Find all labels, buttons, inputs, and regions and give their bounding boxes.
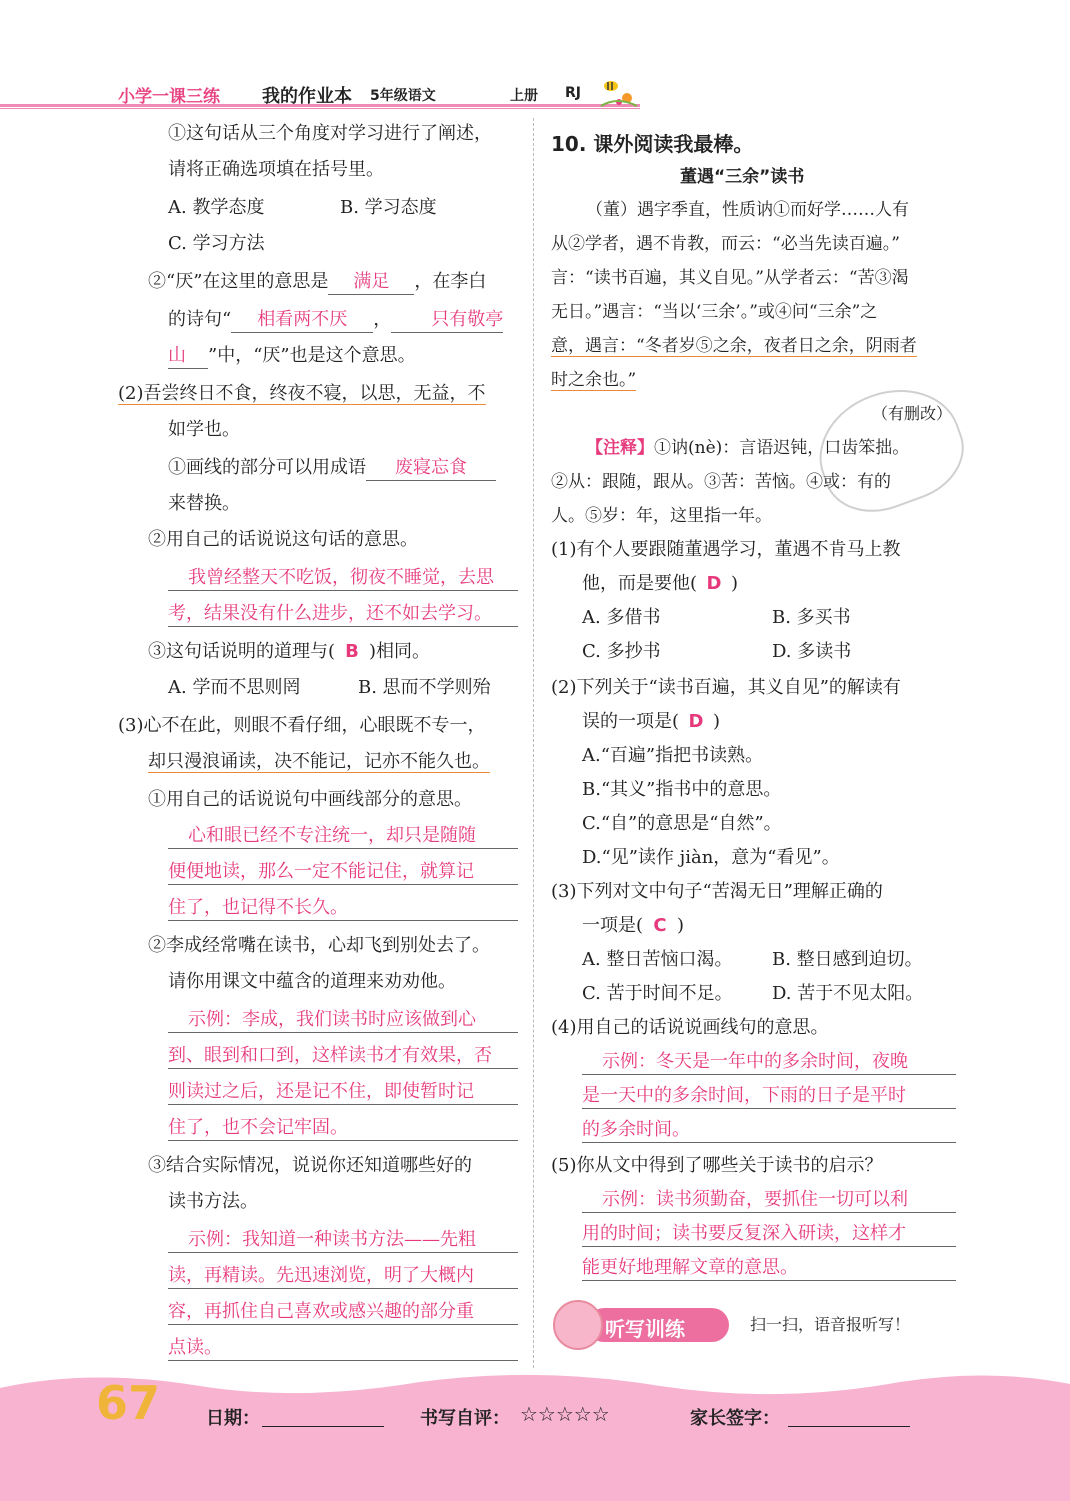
- question-line: (2)下列关于“读书百遍，其义自见”的解读有: [551, 677, 901, 698]
- answer-line: 住了，也不会记牢固。: [168, 1116, 518, 1141]
- passage-line: 无日。”遇言：“当以‘三余’。”或④问“三余”之: [551, 302, 878, 322]
- text-line: ①这句话从三个角度对学习进行了阐述，: [168, 123, 492, 144]
- self-eval-label: 书写自评：: [420, 1408, 510, 1429]
- question-line: 请你用课文中蕴含的道理来劝劝他。: [168, 971, 456, 992]
- page-header: [0, 70, 1070, 120]
- answer-line: 容，再抓住自己喜欢或感兴趣的部分重: [168, 1300, 518, 1325]
- date-label: 日期：: [206, 1408, 260, 1429]
- edition-label: RJ: [565, 85, 581, 101]
- option-a: A.“百遍”指把书读熟。: [582, 745, 764, 766]
- question-line: 山 ”中，“厌”也是这个意思。: [168, 344, 416, 369]
- pig-mascot-icon: [553, 1300, 603, 1350]
- answer-blank: 满足: [328, 270, 414, 295]
- question-line: 读书方法。: [168, 1191, 258, 1212]
- option-c: C. 苦于时间不足。: [582, 983, 733, 1004]
- answer-line: 便便地读，那么一定不能记住，就算记: [168, 860, 518, 885]
- passage-line: (2)吾尝终日不食，终夜不寝，以思，无益，不: [118, 383, 486, 404]
- answer-line: 则读过之后，还是记不住，即使暂时记: [168, 1080, 518, 1105]
- answer-line: 的多余时间。: [582, 1118, 956, 1143]
- parent-sign-label: 家长签字：: [690, 1408, 780, 1429]
- answer-line: 示例：我知道一种读书方法——先粗: [168, 1228, 518, 1253]
- rating-stars[interactable]: ☆☆☆☆☆: [520, 1402, 610, 1426]
- answer-blank: 只有敬亭: [391, 308, 503, 333]
- choice-answer: D: [706, 573, 722, 594]
- choice-answer: C: [653, 915, 667, 936]
- annotation-line: 人。⑤岁：年，这里指一年。: [551, 506, 772, 526]
- answer-line: 用的时间；读书要反复深入研读，这样才: [582, 1222, 956, 1247]
- answer-line: 能更好地理解文章的意思。: [582, 1256, 956, 1281]
- answer-line: 示例：冬天是一年中的多余时间，夜晚: [582, 1050, 956, 1075]
- option-b: B. 学习态度: [340, 197, 437, 218]
- passage-line: （董）遇字季直，性质讷①而好学……人有: [586, 200, 909, 220]
- answer-line: 我曾经整天不吃饭，彻夜不睡觉，去思: [168, 566, 518, 591]
- option-a: A. 学而不思则罔: [168, 677, 301, 698]
- question-line: ①画线的部分可以用成语 废寝忘食: [168, 456, 496, 481]
- dictation-badge[interactable]: [553, 1300, 733, 1348]
- footer-wave: [0, 1368, 1070, 1501]
- answer-line: 住了，也记得不长久。: [168, 896, 518, 921]
- answer-line: 考，结果没有什么进步，还不如去学习。: [168, 602, 518, 627]
- question-line: ②李成经常嘴在读书，心却飞到别处去了。: [148, 935, 490, 956]
- option-c: C. 多抄书: [582, 641, 661, 662]
- question-line: 误的一项是( D ): [582, 711, 721, 732]
- answer-line: 读，再精读。先迅速浏览，明了大概内: [168, 1264, 518, 1289]
- text-line: 请将正确选项填在括号里。: [168, 159, 384, 180]
- question-line: ②“厌”在这里的意思是 满足 ，在李白: [148, 270, 486, 295]
- term-label: 上册: [510, 88, 538, 104]
- answer-line: 点读。: [168, 1336, 518, 1361]
- annotation-line: 【注释】①讷(nè)：言语迟钝，口齿笨拙。: [586, 438, 910, 458]
- book-title: 我的作业本: [262, 86, 352, 107]
- question-line: 一项是( C ): [582, 915, 685, 936]
- option-c: C.“自”的意思是“自然”。: [582, 813, 782, 834]
- question-line: ①用自己的话说说句中画线部分的意思。: [148, 789, 472, 810]
- passage-line: 时之余也。”: [551, 370, 637, 390]
- question-line: 他，而是要他( D ): [582, 573, 739, 594]
- passage-line: 言：“读书百遍，其义自见。”从学者云：“苦③渴: [551, 268, 909, 288]
- question-line: ③结合实际情况，说说你还知道哪些好的: [148, 1155, 472, 1176]
- section-heading: 10. 课外阅读我最棒。: [551, 132, 754, 156]
- option-b: B. 思而不学则殆: [358, 677, 491, 698]
- option-b: B.“其义”指书中的意思。: [582, 779, 782, 800]
- answer-blank: 废寝忘食: [366, 456, 496, 481]
- date-field[interactable]: [262, 1426, 384, 1427]
- passage-line: 从②学者，遇不肯教，而云：“必当先读百遍。”: [551, 234, 900, 254]
- passage-line: 意，遇言：“冬者岁⑤之余，夜者日之余，阴雨者: [551, 336, 917, 356]
- dictation-label: 听写训练: [605, 1317, 685, 1341]
- option-d: D.“见”读作 jiàn，意为“看见”。: [582, 847, 840, 868]
- choice-answer: D: [688, 711, 704, 732]
- grade-label: 5年级语文: [370, 88, 436, 104]
- question-line: (5)你从文中得到了哪些关于读书的启示？: [551, 1155, 883, 1176]
- passage-line: 如学也。: [168, 419, 240, 440]
- passage-line: (3)心不在此，则眼不看仔细，心眼既不专一，: [118, 715, 486, 736]
- brand-name: 小学一课三练: [118, 87, 220, 107]
- answer-blank: 山: [168, 344, 208, 369]
- option-b: B. 多买书: [772, 607, 851, 628]
- answer-line: 示例：读书须勤奋，要抓住一切可以利: [582, 1188, 956, 1213]
- answer-line: 是一天中的多余时间，下雨的日子是平时: [582, 1084, 956, 1109]
- passage-line: 却只漫浪诵读，决不能记，记亦不能久也。: [148, 751, 490, 772]
- answer-line: 到、眼到和口到，这样读书才有效果，否: [168, 1044, 518, 1069]
- option-a: A. 多借书: [582, 607, 661, 628]
- choice-answer: B: [345, 641, 359, 662]
- bee-flower-icon: [597, 76, 641, 110]
- option-c: C. 学习方法: [168, 233, 265, 254]
- option-d: D. 多读书: [772, 641, 852, 662]
- question-line: ③这句话说明的道理与( B )相同。: [148, 641, 431, 662]
- scan-hint: 扫一扫，语音报听写！: [750, 1315, 911, 1334]
- option-d: D. 苦于不见太阳。: [772, 983, 924, 1004]
- option-a: A. 整日苦恼口渴。: [582, 949, 733, 970]
- source-note: （有删改）: [872, 404, 953, 423]
- answer-line: 心和眼已经不专注统一，却只是随随: [168, 824, 518, 849]
- question-line: (1)有个人要跟随董遇学习，董遇不肯马上教: [551, 539, 901, 560]
- answer-blank: 相看两不厌: [231, 308, 373, 333]
- question-line: (4)用自己的话说说画线句的意思。: [551, 1017, 829, 1038]
- answer-line: 示例：李成，我们读书时应该做到心: [168, 1008, 518, 1033]
- column-divider: [533, 118, 534, 1368]
- page-number: 67: [96, 1376, 161, 1430]
- text-line: 来替换。: [168, 493, 240, 514]
- option-a: A. 教学态度: [168, 197, 265, 218]
- annotation-line: ②从：跟随，跟从。③苦：苦恼。④或：有的: [551, 472, 891, 492]
- option-b: B. 整日感到迫切。: [772, 949, 923, 970]
- question-line: 的诗句“ 相看两不厌 ， 只有敬亭: [168, 308, 503, 333]
- question-line: ②用自己的话说说这句话的意思。: [148, 529, 418, 550]
- parent-sign-field[interactable]: [788, 1426, 910, 1427]
- passage-title: 董遇“三余”读书: [680, 167, 805, 187]
- question-line: (3)下列对文中句子“苦渴无日”理解正确的: [551, 881, 883, 902]
